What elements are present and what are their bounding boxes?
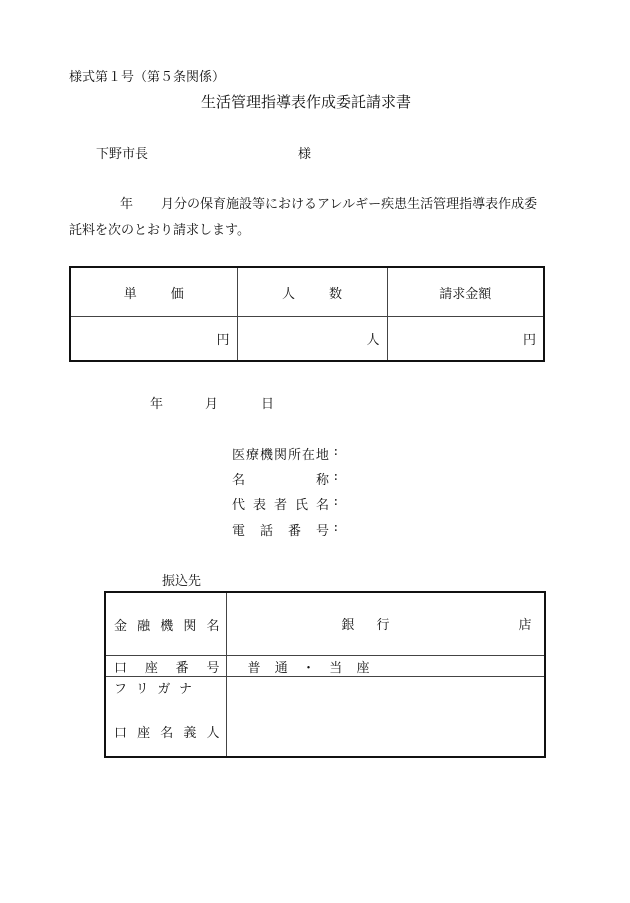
branch-char: 店	[518, 618, 532, 633]
addressee-honorific: 様	[298, 147, 312, 162]
label-char: 関	[273, 448, 287, 463]
colon: :	[333, 494, 338, 509]
unit-price-header-char: 価	[170, 286, 184, 302]
document-title: 生活管理指導表作成委託請求書	[201, 93, 412, 111]
account-type-char: 通	[274, 660, 288, 676]
bank-char: 銀	[341, 618, 355, 633]
transfer-heading: 振込先	[162, 574, 202, 589]
label-char: 話	[259, 524, 273, 539]
yen-unit: 円	[216, 333, 230, 348]
label-char: 号	[206, 660, 220, 676]
label-char: 番	[175, 660, 189, 676]
label-char: 番	[287, 524, 301, 539]
claim-amount-cell[interactable]	[387, 317, 544, 362]
label-char: 口	[114, 660, 128, 676]
yen-unit: 円	[522, 333, 536, 348]
label-char: 表	[252, 498, 266, 513]
headcount-cell[interactable]	[237, 317, 387, 362]
label-char: リ	[135, 682, 149, 697]
label-char: 融	[137, 618, 151, 634]
account-holder-row	[105, 677, 545, 758]
phone-label	[232, 520, 338, 539]
label-char: 号	[315, 524, 329, 539]
label-char: 座	[137, 726, 151, 741]
colon: :	[333, 520, 338, 535]
label-char: 金	[114, 618, 128, 634]
account-type-row	[105, 656, 545, 677]
label-char: 名	[232, 473, 246, 488]
date-month: 月	[205, 397, 219, 412]
label-char: 人	[206, 726, 220, 741]
billing-value-row	[70, 317, 544, 362]
account-type-label-cell	[105, 656, 226, 677]
account-type-char: 当	[329, 660, 343, 676]
label-char: 機	[160, 618, 174, 634]
bank-char: 行	[376, 618, 390, 633]
label-char: 義	[183, 726, 197, 741]
account-holder-value-cell[interactable]	[226, 677, 545, 758]
unit-price-header-char: 単	[123, 286, 137, 302]
label-char: 口	[114, 726, 128, 741]
account-holder-label-cell	[105, 677, 226, 758]
label-char: 者	[273, 498, 287, 513]
holder-label	[106, 725, 226, 743]
bank-value-cell[interactable]	[226, 592, 545, 656]
label-char: 称	[315, 473, 329, 488]
headcount-header-char: 数	[329, 286, 343, 302]
billing-table	[69, 266, 545, 362]
label-char: 氏	[294, 498, 308, 513]
label-char: 療	[245, 448, 259, 463]
account-type-char: 座	[356, 660, 370, 676]
colon: :	[333, 444, 338, 459]
furigana-label	[106, 681, 198, 699]
date-year: 年	[150, 397, 164, 412]
label-char: 関	[183, 618, 197, 634]
person-unit: 人	[366, 333, 380, 348]
institution-address-label	[232, 444, 338, 463]
label-char: ガ	[157, 682, 171, 697]
transfer-table	[104, 591, 546, 758]
headcount-header	[237, 267, 387, 317]
bank-label-cell	[105, 592, 226, 656]
label-char: 在	[301, 448, 315, 463]
label-char: 座	[144, 660, 158, 676]
representative-label	[232, 494, 338, 513]
institution-name-label	[232, 469, 338, 488]
label-char: 所	[287, 448, 301, 463]
body-line-2: 託料を次のとおり請求します。	[69, 223, 250, 238]
label-char: 機	[259, 448, 273, 463]
claim-amount-header	[387, 267, 544, 317]
label-char: フ	[114, 682, 128, 697]
unit-price-cell[interactable]	[70, 317, 237, 362]
addressee-name: 下野市長	[96, 147, 149, 162]
body-line-1: 月分の保育施設等におけるアレルギー疾患生活管理指導表作成委	[161, 197, 538, 212]
headcount-header-char: 人	[281, 286, 295, 302]
label-char: 名	[206, 618, 220, 634]
label-char: 医	[232, 448, 246, 463]
account-type-char: ・	[301, 660, 315, 676]
date-day: 日	[261, 397, 275, 412]
unit-price-header	[70, 267, 237, 317]
colon: :	[333, 469, 338, 484]
claim-amount-header-text: 請求金額	[439, 286, 492, 302]
body-year-label: 年	[120, 197, 134, 212]
label-char: 地	[315, 448, 329, 463]
label-char: 名	[315, 498, 329, 513]
bank-row	[105, 592, 545, 656]
account-type-char: 普	[247, 660, 261, 676]
label-char: 代	[232, 498, 246, 513]
label-char: ナ	[178, 682, 192, 697]
account-type-value-cell[interactable]	[226, 656, 545, 677]
label-char: 電	[232, 524, 246, 539]
form-number: 様式第１号（第５条関係）	[69, 70, 226, 85]
billing-header-row	[70, 267, 544, 317]
label-char: 名	[160, 726, 174, 741]
